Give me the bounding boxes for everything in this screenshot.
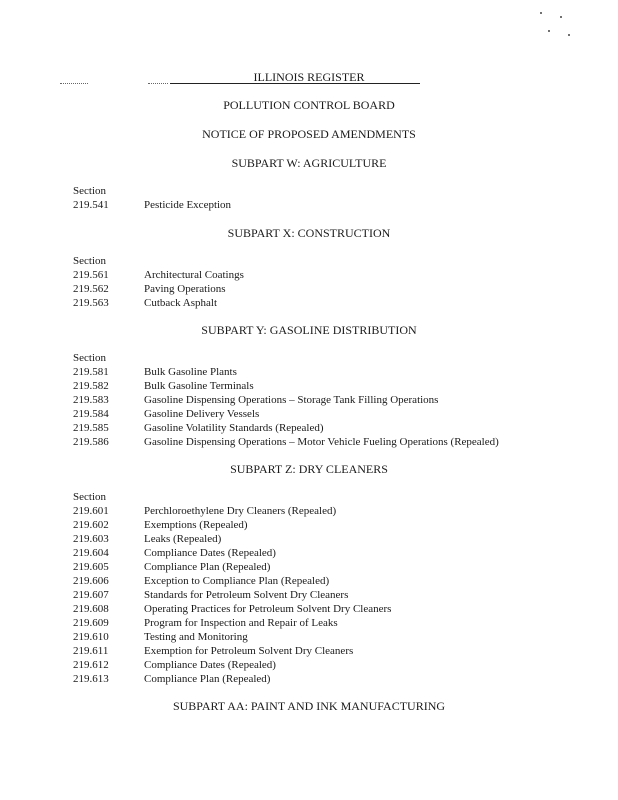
section-number: 219.602 (73, 519, 109, 531)
subpart-title: SUBPART Y: GASOLINE DISTRIBUTION (201, 323, 417, 337)
list-item (73, 365, 573, 379)
section-number: 219.603 (73, 533, 109, 545)
board-heading: POLLUTION CONTROL BOARD (223, 98, 395, 112)
subpart-title: SUBPART X: CONSTRUCTION (227, 226, 391, 240)
section-number: 219.605 (73, 561, 109, 573)
subpart-title: SUBPART Z: DRY CLEANERS (230, 462, 388, 476)
section-column-label: Section (73, 255, 106, 267)
section-description: Leaks (Repealed) (144, 533, 222, 545)
section-number: 219.584 (73, 408, 109, 420)
section-number: 219.585 (73, 422, 109, 434)
section-description: Exemptions (Repealed) (144, 519, 248, 531)
list-item (73, 546, 573, 560)
section-description: Perchloroethylene Dry Cleaners (Repealed) (144, 505, 337, 517)
subpart-title: SUBPART AA: PAINT AND INK MANUFACTURING (172, 699, 446, 713)
list-item (73, 574, 573, 588)
section-number: 219.562 (73, 283, 109, 295)
section-description: Program for Inspection and Repair of Leaks (144, 617, 338, 629)
section-description: Pesticide Exception (144, 199, 232, 211)
list-item (73, 296, 573, 310)
section-description: Bulk Gasoline Plants (144, 366, 237, 378)
section-number: 219.609 (73, 617, 109, 629)
list-item (73, 630, 573, 644)
section-description: Testing and Monitoring (144, 631, 248, 643)
list-item (73, 658, 573, 672)
section-number: 219.607 (73, 589, 109, 601)
section-column-label: Section (73, 352, 106, 364)
section-number: 219.608 (73, 603, 109, 615)
section-column-label: Section (73, 185, 106, 197)
list-item (73, 602, 573, 616)
section-number: 219.561 (73, 269, 109, 281)
list-item (73, 518, 573, 532)
section-description: Compliance Dates (Repealed) (144, 547, 276, 559)
list-item (73, 588, 573, 602)
section-description: Compliance Plan (Repealed) (144, 561, 271, 573)
section-description: Bulk Gasoline Terminals (144, 380, 254, 392)
list-item (73, 560, 573, 574)
section-number: 219.613 (73, 673, 109, 685)
list-item (73, 421, 573, 435)
register-header (0, 70, 618, 86)
section-number: 219.586 (73, 436, 109, 448)
list-item (73, 198, 573, 212)
section-description: Exception to Compliance Plan (Repealed) (144, 575, 330, 587)
notice-heading: NOTICE OF PROPOSED AMENDMENTS (202, 127, 416, 141)
list-item (73, 644, 573, 658)
section-number: 219.610 (73, 631, 109, 643)
list-item (73, 616, 573, 630)
section-description: Gasoline Dispensing Operations – Motor Vehicle Fueling Operations (Repealed) (144, 436, 499, 448)
subpart-title: SUBPART W: AGRICULTURE (231, 156, 387, 170)
section-number: 219.604 (73, 547, 109, 559)
section-number: 219.611 (73, 645, 109, 657)
section-description: Architectural Coatings (144, 269, 244, 281)
register-title: ILLINOIS REGISTER (253, 70, 365, 84)
section-number: 219.582 (73, 380, 109, 392)
section-description: Compliance Plan (Repealed) (144, 673, 271, 685)
list-item (73, 532, 573, 546)
scan-specks (538, 10, 578, 40)
section-column-label: Section (73, 491, 106, 503)
section-description: Cutback Asphalt (144, 297, 218, 309)
section-number: 219.541 (73, 199, 109, 211)
list-item (73, 504, 573, 518)
list-item (73, 407, 573, 421)
section-number: 219.581 (73, 366, 109, 378)
list-item (73, 435, 573, 449)
list-item (73, 282, 573, 296)
list-item (73, 379, 573, 393)
section-number: 219.563 (73, 297, 109, 309)
section-number: 219.601 (73, 505, 109, 517)
list-item (73, 393, 573, 407)
section-number: 219.583 (73, 394, 109, 406)
section-description: Gasoline Dispensing Operations – Storage Tank Filling Operations (144, 394, 439, 406)
list-item (73, 268, 573, 282)
section-description: Gasoline Volatility Standards (Repealed) (144, 422, 324, 434)
section-description: Standards for Petroleum Solvent Dry Cleaners (144, 589, 349, 601)
section-description: Paving Operations (144, 283, 226, 295)
section-number: 219.612 (73, 659, 109, 671)
section-description: Gasoline Delivery Vessels (144, 408, 260, 420)
section-description: Exemption for Petroleum Solvent Dry Cleaners (144, 645, 354, 657)
section-description: Compliance Dates (Repealed) (144, 659, 276, 671)
list-item (73, 672, 573, 686)
section-description: Operating Practices for Petroleum Solvent Dry Cleaners (144, 603, 392, 615)
section-number: 219.606 (73, 575, 109, 587)
